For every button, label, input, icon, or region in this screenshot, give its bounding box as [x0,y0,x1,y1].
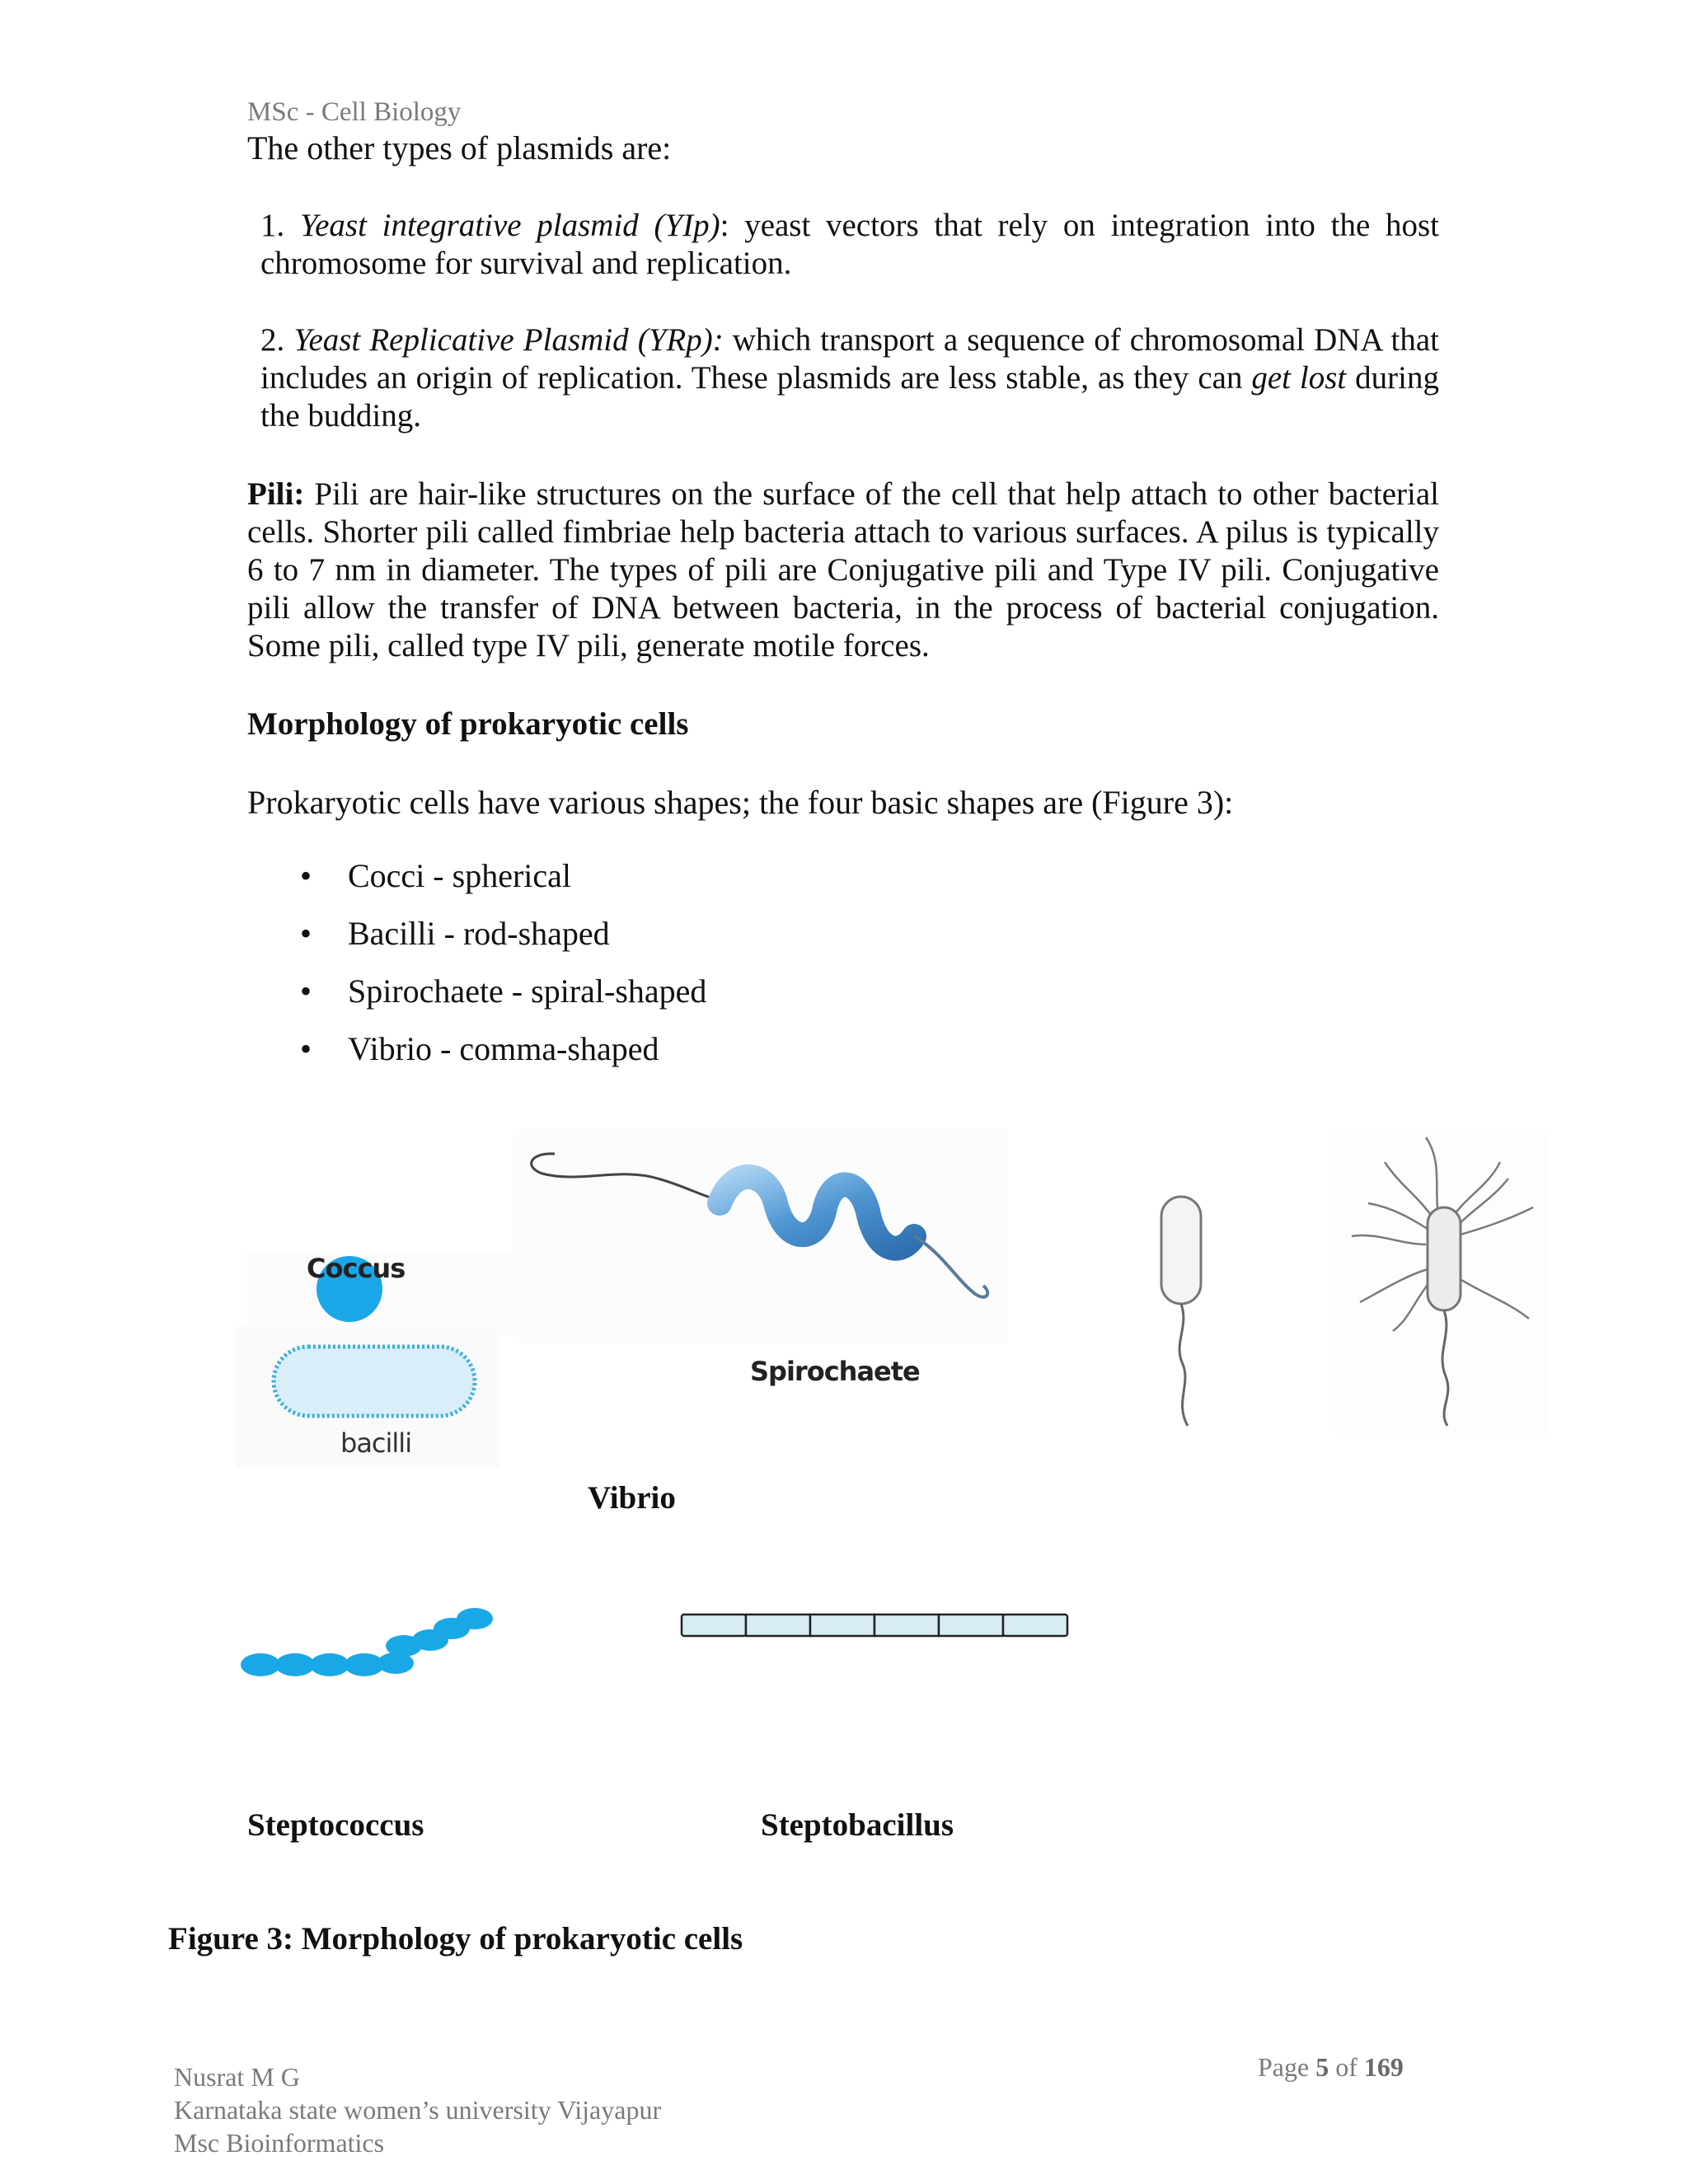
morphology-heading: Morphology of prokaryotic cells [247,706,689,742]
spirochaete-label: Spirochaete [750,1356,920,1387]
pili-text: Pili are hair-like structures on the surface of the cell that help attach to other bacterial cells. Shorter pili called fimbriae help bacteria attach to various surfaces. A pilus is typically 6 to 7 nm in diameter. The types of pili are Conjugative pili and Type IV pili. Conjugative pili allow the transfer of DNA between bacteria, in the process of bacterial conjugation. Some pili, called type IV pili, generate motile forces. [247,476,1439,663]
coccus-label: Coccus [307,1253,406,1284]
list-item: • Spirochaete - spiral-shaped [300,972,707,1010]
bacilli-label: bacilli [340,1427,412,1459]
bacterium-cell [1428,1207,1461,1310]
plasmid-1-number: 1. [260,208,285,243]
vibrio-cell [1161,1197,1201,1304]
pili-paragraph [247,476,1439,665]
streptobacillus-chain [682,1615,1067,1636]
plasmid-2-name: Yeast Replicative Plasmid (YRp): [293,322,724,358]
plasmid-1-sep: : [720,208,729,243]
streptobacillus-label: Steptobacillus [761,1807,954,1843]
vibrio-illustration-1 [1142,1187,1232,1434]
vibrio-illustration-2 [1335,1129,1550,1434]
vibrio-flagellum [1179,1304,1188,1426]
figure-caption: Figure 3: Morphology of prokaryotic cells [168,1921,743,1957]
plasmid-item-1 [260,207,1439,283]
list-item: • Cocci - spherical [300,857,571,894]
current-page: 5 [1315,2052,1329,2082]
streptococcus-illustration [231,1607,503,1681]
footer-university: Karnataka state women’s university Vijayapur [174,2095,662,2125]
bullet-icon: • [300,915,312,952]
shape-list [247,857,706,1088]
vibrio-label: Vibrio [588,1480,676,1516]
spirochaete-illustration [513,1129,1008,1343]
bacillus-cell [274,1347,475,1416]
pili-term: Pili: [247,476,305,512]
running-header: MSc - Cell Biology [247,97,462,127]
plasmid-2-number: 2. [260,322,285,358]
list-item: • Bacilli - rod-shaped [300,915,610,952]
plasmid-2-text-after: during the budding. [260,360,1439,434]
plasmid-item-2 [260,321,1439,435]
streptobacillus-illustration [680,1611,1071,1639]
plasmid-intro: The other types of plasmids are: [247,129,672,166]
plasmid-1-name: Yeast integrative plasmid (YIp) [299,208,720,243]
list-item: • Vibrio - comma-shaped [300,1030,659,1067]
streptococcus-label: Steptococcus [247,1807,424,1843]
plasmid-2-text-before: which transport a sequence of chromosomal DNA that includes an origin of replication. These plasmids are less stable, as they can [260,322,1440,396]
page-number: Page 5 of 169 [1258,2052,1404,2082]
bullet-icon: • [300,857,312,894]
plasmid-2-emphasis: get lost [1251,360,1347,396]
plasmid-1-text: yeast vectors that rely on integration into the host chromosome for survival and replication. [260,208,1440,281]
total-pages: 169 [1363,2052,1404,2082]
footer-author: Nusrat M G [174,2062,300,2092]
footer-program: Msc Bioinformatics [174,2128,385,2158]
morphology-intro: Prokaryotic cells have various shapes; the four basic shapes are (Figure 3): [247,784,1234,821]
footer [174,2060,661,2159]
streptococcus-chain [241,1608,493,1676]
bullet-icon: • [300,972,312,1010]
bullet-icon: • [300,1030,312,1067]
